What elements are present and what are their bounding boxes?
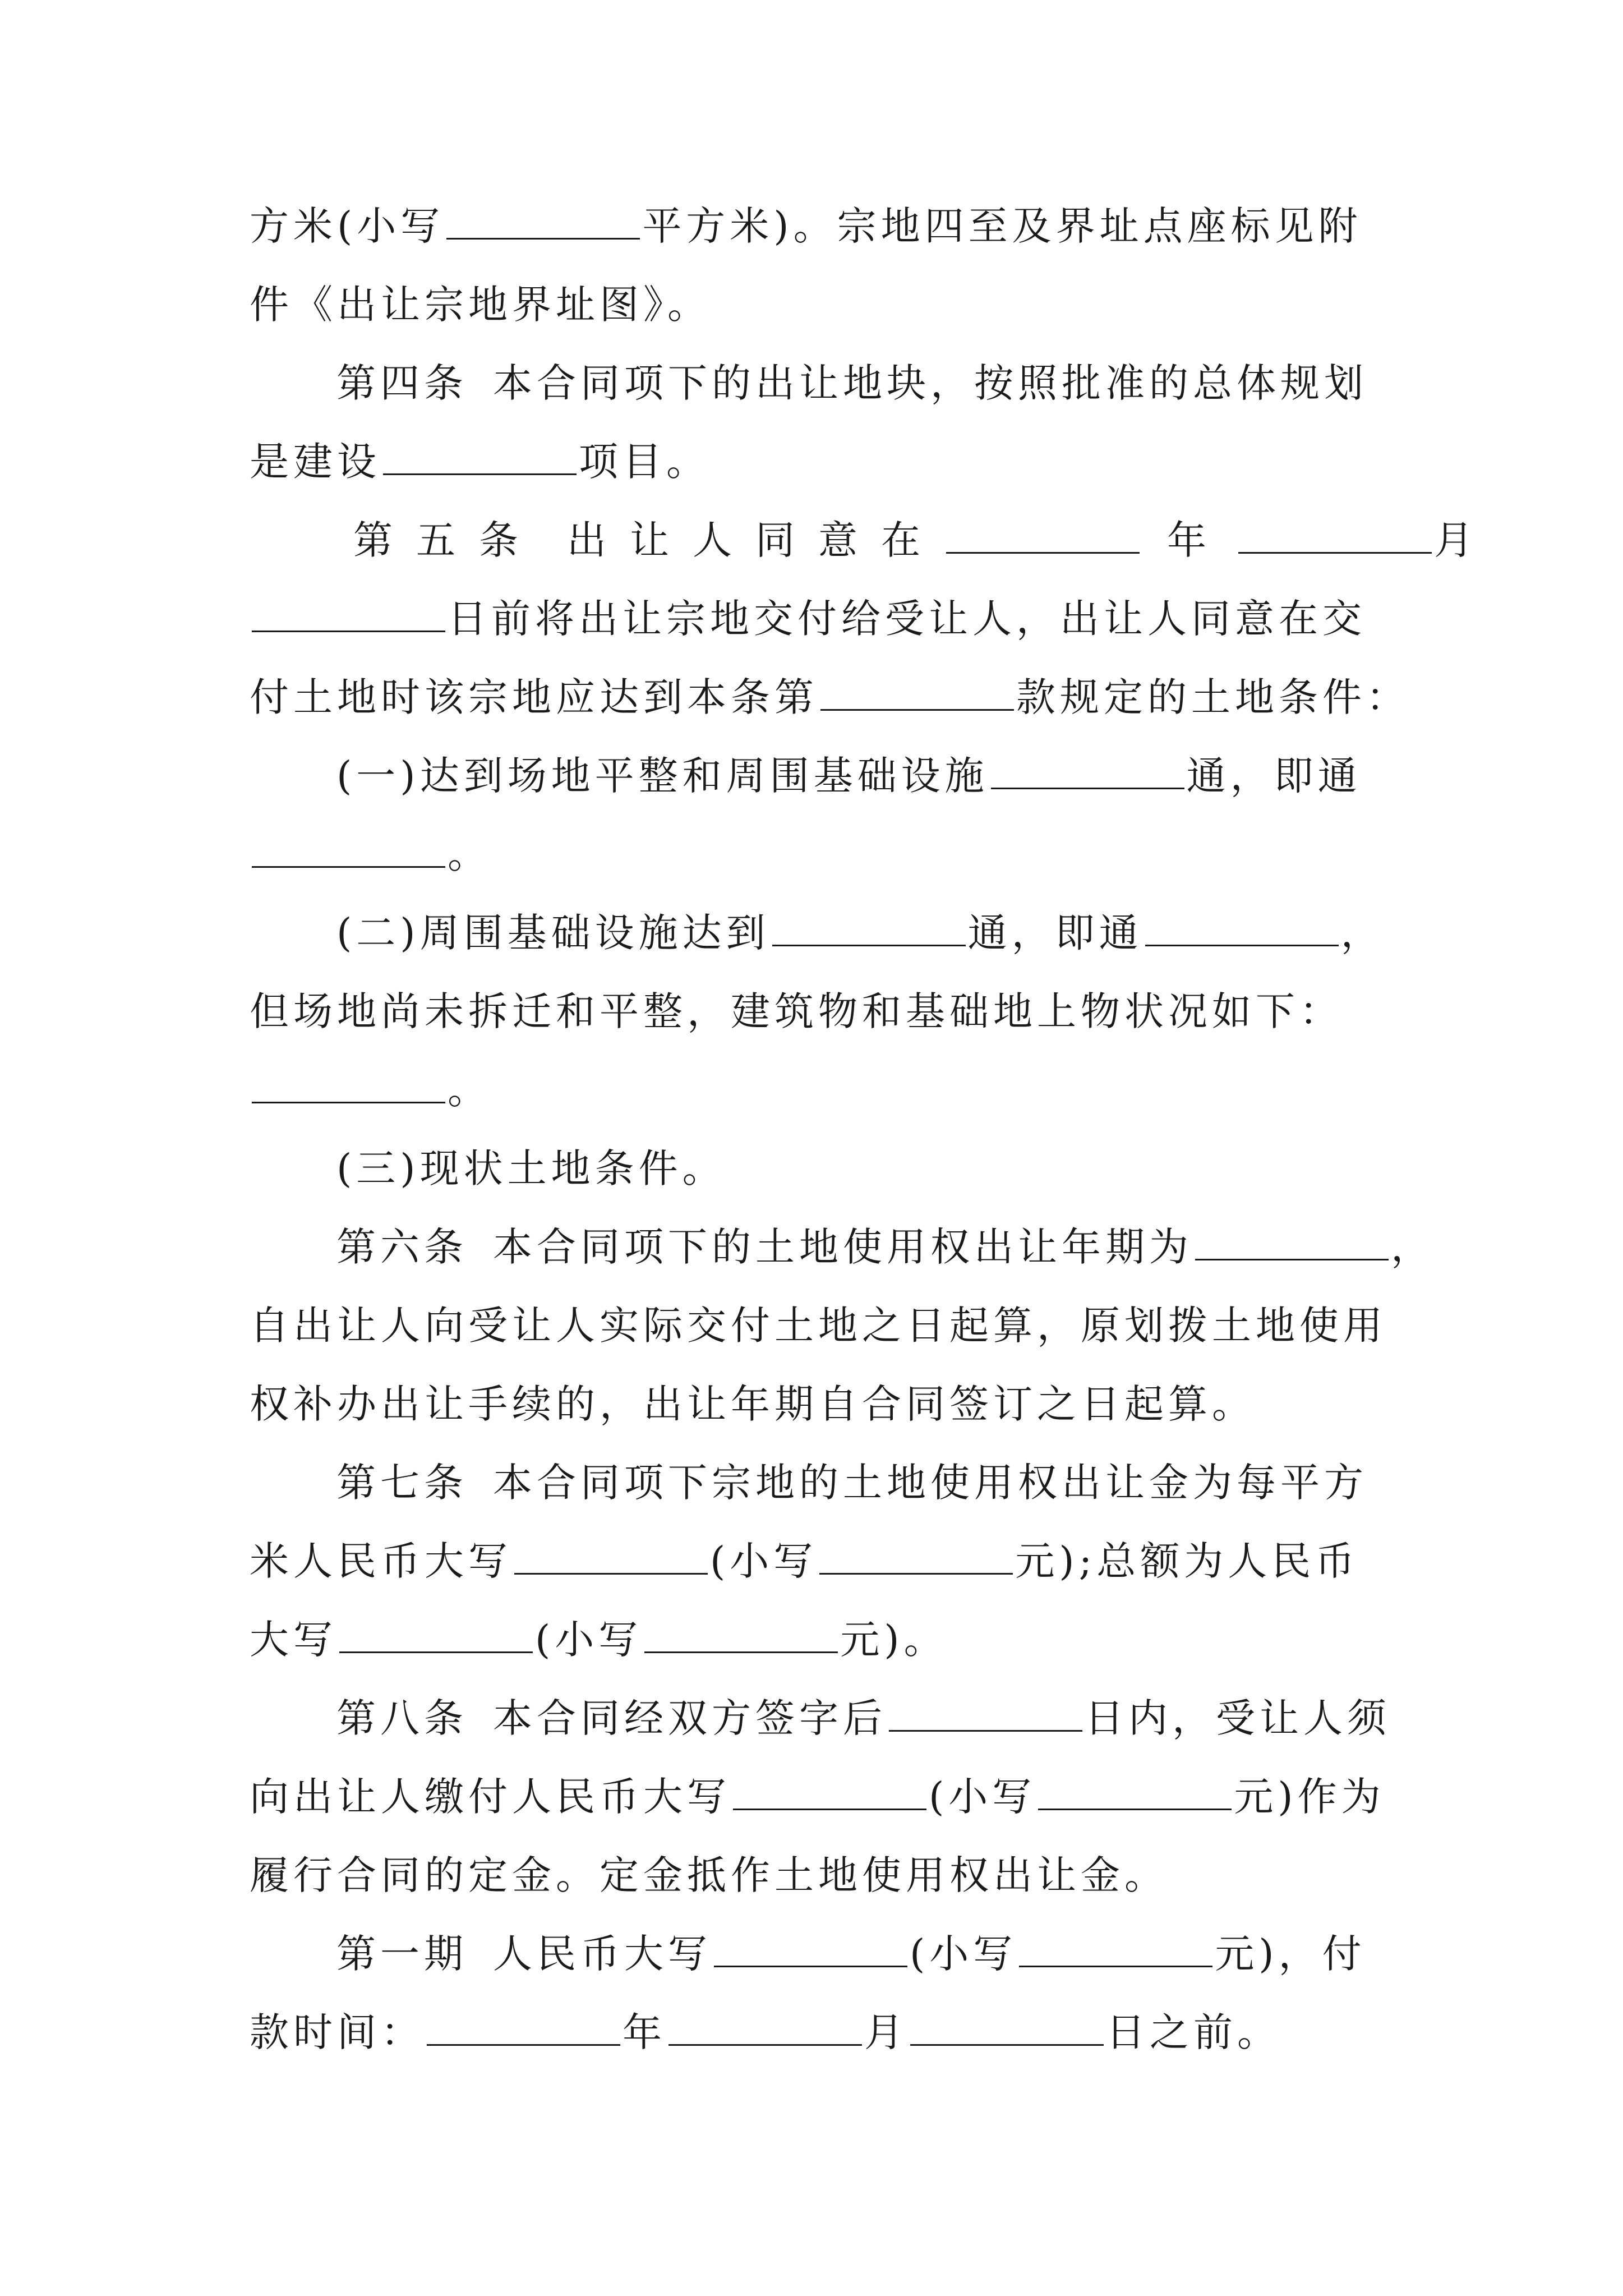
text-fragment: (小写 (910, 1931, 1017, 1977)
text-fragment: 件《出让宗地界址图》。 (250, 282, 711, 328)
text-fragment: 年 (623, 2009, 666, 2055)
fill-blank[interactable] (733, 1769, 926, 1810)
text-fragment: 本合同项下的土地使用权出让年期为 (493, 1224, 1193, 1270)
article-label: 第四条 (336, 360, 468, 406)
text-fragment: 元)作为 (1234, 1774, 1385, 1820)
fill-blank[interactable] (910, 2005, 1104, 2046)
text-fragment: 通，即通 (967, 910, 1143, 956)
article-label: 第一期 (336, 1931, 468, 1977)
text-fragment: 项目。 (579, 439, 710, 485)
article-label: 第五条 (353, 517, 542, 563)
text-line-9 (250, 826, 1388, 882)
article-label: 第七条 (336, 1460, 468, 1506)
text-fragment: 向出让人缴付人民币大写 (250, 1774, 731, 1820)
text-fragment: 大写 (250, 1617, 337, 1663)
fill-blank[interactable] (946, 513, 1140, 554)
text-line-21 (250, 1769, 1388, 1825)
fill-blank[interactable] (252, 827, 445, 868)
text-line-4 (250, 434, 1388, 490)
text-fragment: ， (1340, 910, 1385, 956)
text-line-18 (250, 1533, 1388, 1589)
text-line-12 (250, 1062, 1388, 1118)
text-fragment: 平方米)。宗地四至及界址点座标见附 (642, 203, 1362, 249)
text-fragment: 月 (1434, 517, 1478, 563)
fill-blank[interactable] (668, 2005, 862, 2046)
fill-blank[interactable] (252, 1062, 445, 1103)
fill-blank[interactable] (772, 905, 966, 946)
text-line-1 (250, 198, 1388, 254)
text-fragment: 本合同项下宗地的土地使用权出让金为每平方 (493, 1460, 1368, 1506)
text-fragment: (一)达到场地平整和周围基础设施 (336, 753, 989, 799)
text-line-2 (250, 277, 1388, 333)
fill-blank[interactable] (714, 1926, 907, 1967)
text-line-24 (250, 2004, 1388, 2060)
fill-blank[interactable] (1019, 1926, 1212, 1967)
fill-blank[interactable] (1145, 905, 1339, 946)
fill-blank[interactable] (991, 748, 1184, 789)
fill-blank[interactable] (383, 434, 577, 475)
text-fragment: 本合同经双方签字后 (493, 1695, 887, 1741)
text-line-7 (250, 669, 1410, 725)
text-fragment: 通，即通 (1186, 753, 1362, 799)
text-fragment: (小写 (535, 1617, 643, 1663)
fill-blank[interactable] (1195, 1220, 1389, 1260)
text-fragment: (小写 (710, 1538, 818, 1584)
article-5-heading-line (353, 512, 1492, 568)
article-7-heading-line (336, 1455, 1475, 1511)
text-fragment: (小写 (929, 1774, 1036, 1820)
text-fragment: 款时间： (250, 2009, 425, 2055)
text-fragment: 本合同项下的出让地块，按照批准的总体规划 (493, 360, 1368, 406)
text-fragment: 但场地尚未拆迁和平整，建筑物和基础地上物状况如下： (250, 988, 1343, 1034)
clause-2-line (336, 905, 1475, 961)
fill-blank[interactable] (446, 199, 640, 240)
fill-blank[interactable] (1238, 513, 1432, 554)
text-fragment: 履行合同的定金。定金抵作土地使用权出让金。 (250, 1852, 1168, 1898)
text-fragment: 元)。 (840, 1617, 948, 1663)
text-fragment: ， (1391, 1224, 1435, 1270)
fill-blank[interactable] (1038, 1769, 1232, 1810)
text-line-22 (250, 1847, 1388, 1903)
text-fragment: 元)，付 (1215, 1931, 1366, 1977)
article-label: 第六条 (336, 1224, 468, 1270)
fill-blank[interactable] (644, 1612, 838, 1653)
text-fragment: 。 (448, 1067, 491, 1113)
text-fragment: 年 (1167, 517, 1211, 563)
text-fragment: (二)周围基础设施达到 (336, 910, 770, 956)
text-line-15 (250, 1297, 1388, 1354)
text-line-6 (250, 591, 1388, 647)
text-fragment: 款规定的土地条件： (1016, 674, 1410, 720)
text-fragment: 米人民币大写 (250, 1538, 512, 1584)
text-fragment: 方米(小写 (250, 203, 445, 249)
clause-3-line (336, 1140, 1475, 1197)
text-fragment: 付土地时该宗地应达到本条第 (250, 674, 818, 720)
text-fragment: 自出让人向受让人实际交付土地之日起算，原划拨土地使用 (250, 1303, 1387, 1349)
text-fragment: 是建设 (250, 439, 381, 485)
text-fragment: 日内，受让人须 (1085, 1695, 1391, 1741)
installment-1-line (336, 1926, 1475, 1982)
text-fragment: 日之前。 (1106, 2009, 1281, 2055)
text-fragment: 权补办出让手续的，出让年期自合同签订之日起算。 (250, 1381, 1256, 1427)
text-fragment: 出让人同意在 (567, 517, 944, 563)
text-fragment: 。 (448, 831, 491, 877)
fill-blank[interactable] (819, 1534, 1013, 1575)
article-label: 第八条 (336, 1695, 468, 1741)
article-4-heading-line (336, 355, 1475, 411)
fill-blank[interactable] (339, 1612, 533, 1653)
article-6-heading-line (336, 1219, 1475, 1275)
text-fragment: 月 (864, 2009, 908, 2055)
text-fragment: (三)现状土地条件。 (336, 1145, 726, 1191)
text-line-19 (250, 1612, 1388, 1668)
fill-blank[interactable] (514, 1534, 708, 1575)
text-line-16 (250, 1376, 1388, 1432)
fill-blank[interactable] (427, 2005, 620, 2046)
article-8-heading-line (336, 1690, 1475, 1746)
fill-blank[interactable] (889, 1691, 1082, 1732)
text-fragment: 人民币大写 (493, 1931, 712, 1977)
fill-blank[interactable] (820, 670, 1014, 711)
fill-blank[interactable] (252, 591, 445, 632)
text-line-11 (250, 983, 1388, 1039)
text-fragment: 日前将出让宗地交付给受让人，出让人同意在交 (448, 596, 1366, 642)
clause-1-line (336, 748, 1475, 804)
text-fragment: 元);总额为人民币 (1015, 1538, 1359, 1584)
